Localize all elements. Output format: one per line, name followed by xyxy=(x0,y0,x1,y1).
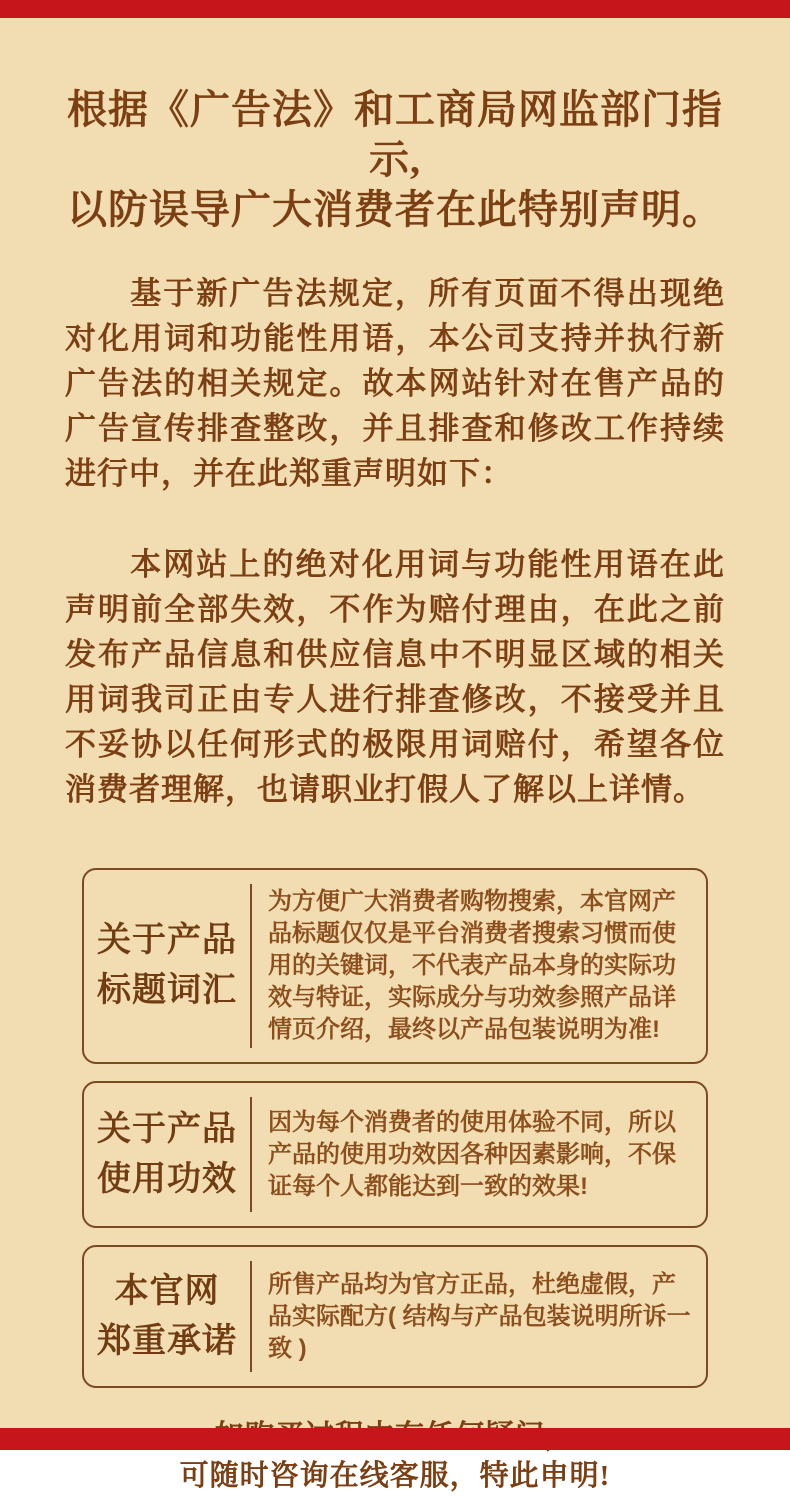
notice-box-text: 为方便广大消费者购物搜索，本官网产品标题仅仅是平台消费者搜索习惯而使用的关键词，不代表产品本身的实际功效与特证，实际成分与功效参照产品详情页介绍，最终以产品包装说明为准! xyxy=(268,888,676,1043)
notice-box-label-line1: 关于产品 xyxy=(97,922,237,959)
notice-box-label-line2: 标题词汇 xyxy=(97,972,237,1009)
notice-box-product-usage-effect xyxy=(82,1081,708,1228)
notice-box-text: 所售产品均为官方正品，杜绝虚假，产品实际配方( 结构与产品包装说明所诉一致 ) xyxy=(268,1270,691,1362)
footer-note-line2: 可随时咨询在线客服，特此申明! xyxy=(179,1460,611,1492)
notice-box-label xyxy=(84,1267,250,1367)
notice-box-label-line1: 关于产品 xyxy=(97,1110,237,1148)
statement-paragraph-2: 本网站上的绝对化用词与功能性用语在此声明前全部失效，不作为赔付理由，在此之前发布产品信息和供应信息中不明显区域的相关用词我司正由专人进行排查修改，不接受并且不妥协以任何形式的极限用词赔付，希望各位消费者理解，也请职业打假人了解以上详情。 xyxy=(65,547,725,807)
statement-title xyxy=(45,0,745,235)
top-red-bar xyxy=(0,0,790,18)
notice-box-label-line1: 本官网 xyxy=(114,1272,220,1310)
notice-box-label-line2: 使用功效 xyxy=(97,1160,237,1198)
notice-box-text: 因为每个消费者的使用体验不同，所以产品的使用功效因各种因素影响，不保证每个人都能达到一致的效果! xyxy=(268,1108,676,1200)
notice-box-list xyxy=(0,868,790,1388)
notice-box-official-promise xyxy=(82,1245,708,1388)
notice-box-label xyxy=(84,1105,250,1205)
statement-title-line2: 以防误导广大消费者在此特别声明。 xyxy=(67,187,723,232)
bottom-red-bar xyxy=(0,1428,790,1450)
statement-title-line1: 根据《广告法》和工商局网监部门指示, xyxy=(67,87,723,182)
statement-body xyxy=(65,271,725,812)
notice-box-product-title-keywords xyxy=(82,868,708,1064)
notice-box-label xyxy=(84,916,250,1016)
statement-paragraph-1: 基于新广告法规定，所有页面不得出现绝对化用词和功能性用语，本公司支持并执行新广告法的相关规定。故本网站针对在售产品的广告宣传排查整改，并且排查和修改工作持续进行中，并在此郑重声明如下： xyxy=(65,276,725,491)
notice-box-label-line2: 郑重承诺 xyxy=(97,1322,237,1360)
